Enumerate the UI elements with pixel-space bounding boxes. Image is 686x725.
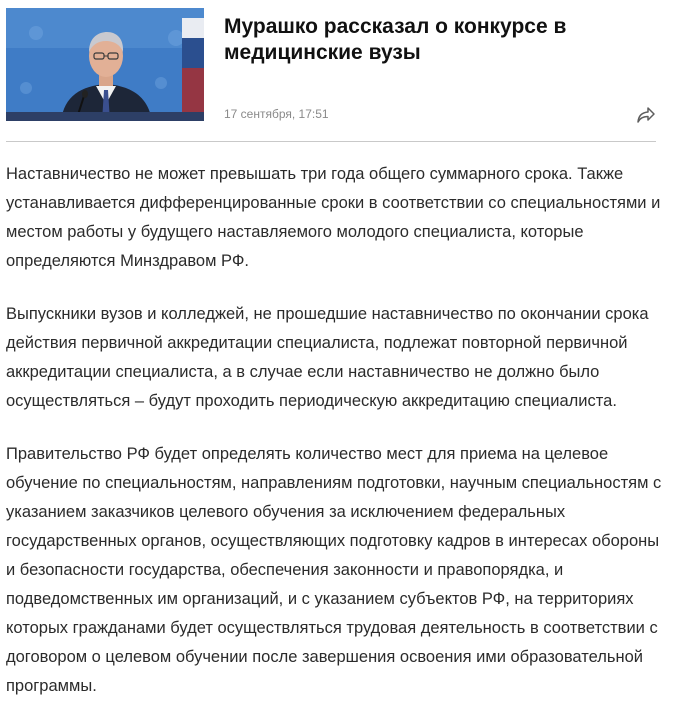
share-icon[interactable]	[636, 106, 656, 124]
article-paragraph: Правительство РФ будет определять количество мест для приема на целевое обучение по специальностям, направлениям подготовки, научным специальностям с указанием заказчиков целевого обучения за исключением федеральных государственных органов, осуществляющих подготовку кадров в интересах обороны и безопасности государства, обеспечения законности и правопорядка, и подведомственных им организаций, и с указанием субъектов РФ, на территориях которых гражданами будет осуществляться трудовая деятельность в соответствии с договором о целевом обучении после завершения освоения ими образовательной программы.	[6, 445, 662, 695]
news-card[interactable]	[6, 8, 656, 142]
article-body	[6, 160, 666, 725]
article-paragraph: Выпускники вузов и колледжей, не прошедшие наставничество по окончании срока действия первичной аккредитации специалиста, подлежат повторной первичной аккредитации специалиста, а в случае если наставничество не должно было осуществляться – будут проходить периодическую аккредитацию специалиста.	[6, 305, 649, 410]
publish-date: 17 сентября, 17:51	[224, 107, 329, 121]
article-headline[interactable]: Мурашко рассказал о конкурсе в медицинские вузы	[224, 15, 567, 64]
news-thumbnail[interactable]	[6, 8, 204, 121]
article-paragraph: Наставничество не может превышать три года общего суммарного срока. Также устанавливается дифференцированные сроки в соответствии со специальностями и местом работы у будущего наставляемого молодого специалиста, которые определяются Минздравом РФ.	[6, 165, 661, 270]
news-photo	[6, 8, 204, 121]
